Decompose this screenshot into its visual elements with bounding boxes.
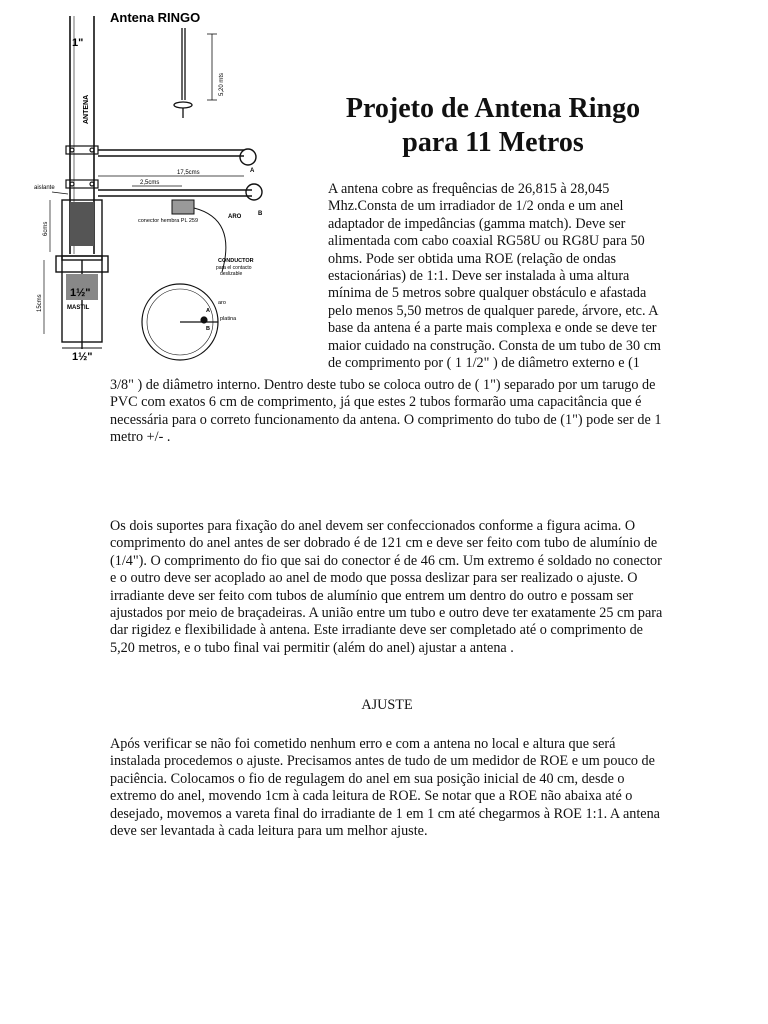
aislante-label: aislante xyxy=(34,185,55,191)
label-a: A xyxy=(250,168,255,174)
ring-b-label: B xyxy=(206,326,210,332)
conductor-label-2: para el contacto xyxy=(216,265,252,271)
ring-arc-label: aro xyxy=(218,300,226,306)
pipe-top-label: 1" xyxy=(72,37,84,49)
page-title xyxy=(320,92,666,160)
title-line-1: Projeto de Antena Ringo xyxy=(345,93,641,124)
ring-a-label: A xyxy=(206,308,210,314)
size-bottom-label: 1½" xyxy=(72,351,93,363)
size-mid-label: 1½" xyxy=(70,287,91,299)
dim-15-label: 15cms xyxy=(37,294,43,312)
conductor-label-3: deslizable xyxy=(220,271,243,277)
dim-2-5-label: 2,5cms xyxy=(140,180,160,186)
platina-label: platina xyxy=(220,316,237,322)
paragraph-1-intro: A antena cobre as frequências de 26,815 à 28,045 Mhz.Consta de um irradiador de 1/2 onda e um anel adaptador de impedâncias (gamma match). Deve ser alimentada com cabo coaxial RG58U ou RG8U para 50 ohms. Pode ser obtida uma ROE (relação de ondas estacionárias) de 1:1. Deve ser instalada à uma altura mínima de 5 metros sobre qualquer obstáculo e afastada pelo menos 5,50 metros de qualquer parede, árvore, etc. A base da antena é a parte mais complexa e onde se deve ter maior cuidado na construção. Consta de um tubo de 30 cm de comprimento por ( 1 1/2" ) de diâmetro externo e (1 xyxy=(328,181,661,372)
radiator-height-label: 5,20 mts xyxy=(219,72,225,96)
diagram-title: Antena RINGO xyxy=(110,10,201,25)
connector-block xyxy=(172,200,194,214)
dim-6-label: 6cms xyxy=(43,221,49,236)
antenna-diagram xyxy=(22,4,322,364)
aro-label: ARO xyxy=(228,214,242,220)
pvc-insulator xyxy=(70,202,94,246)
mastil-label: MASTIL xyxy=(67,305,90,311)
title-line-2: para 11 Metros xyxy=(402,127,584,158)
conductor-label-1: CONDUCTOR xyxy=(218,258,254,264)
connector-label: conector hembra PL 259 xyxy=(138,218,199,224)
ring-detail xyxy=(142,284,218,360)
radiator-element xyxy=(174,28,217,118)
paragraph-2: Os dois suportes para fixação do anel devem ser confeccionados conforme a figura acima. O comprimento do anel antes de ser dobrado é de 121 cm e deve ser feito com tubo de alumínio de (1/4"). O comprimento do fio que sai do conector é de 46 cm. Um extremo é soldado no conector e o outro deve ser acoplado ao anel de modo que possa deslizar para ser realizado o ajuste. O irradiante deve ser feito com tubos de alumínio que entrem um dentro do outro e possam ser ajustados por meio de braçadeiras. A união entre um tubo e outro deve ter exatamente 25 cm para dar rigidez e flexibilidade à antena. Este irradiante deve ser completado até o comprimento de 5,20 metros, e o tubo final vai permitir (além do anel) ajustar a antena . xyxy=(110,518,663,656)
paragraph-1-continuation: 3/8" ) de diâmetro interno. Dentro deste tubo se coloca outro de ( 1") separado por um tarugo de PVC com exatos 6 cm de comprimento, já que estes 2 tubos formarão uma capacitância que é necessária para o correto funcionamento da antena. O comprimento do tubo de (1") pode ser de 1 metro +/- . xyxy=(110,377,662,446)
section-heading-ajuste: AJUSTE xyxy=(361,697,413,713)
antena-vertical-label: ANTENA xyxy=(83,94,90,124)
dimension-lines xyxy=(98,176,244,186)
aislante-pointer xyxy=(52,192,68,194)
paragraph-3: Após verificar se não foi cometido nenhum erro e com a antena no local e altura que será instalada procedemos o ajuste. Precisamos antes de tudo de um medidor de ROE e um pouco de paciência. Colocamos o fio de regulagem do anel em sua posição inicial de 40 cm, desde o extremo do anel, movendo 1cm à cada leitura de ROE. Se notar que a ROE não abaixa até o desejado, movemos a vareta final do irradiante de 1 em 1 cm até chegarmos à ROE 1:1. A antena deve ser levantada à cada leitura para um melhor ajuste. xyxy=(110,736,660,840)
dim-17-5-label: 17,5cms xyxy=(177,170,200,176)
label-b: B xyxy=(258,211,263,217)
